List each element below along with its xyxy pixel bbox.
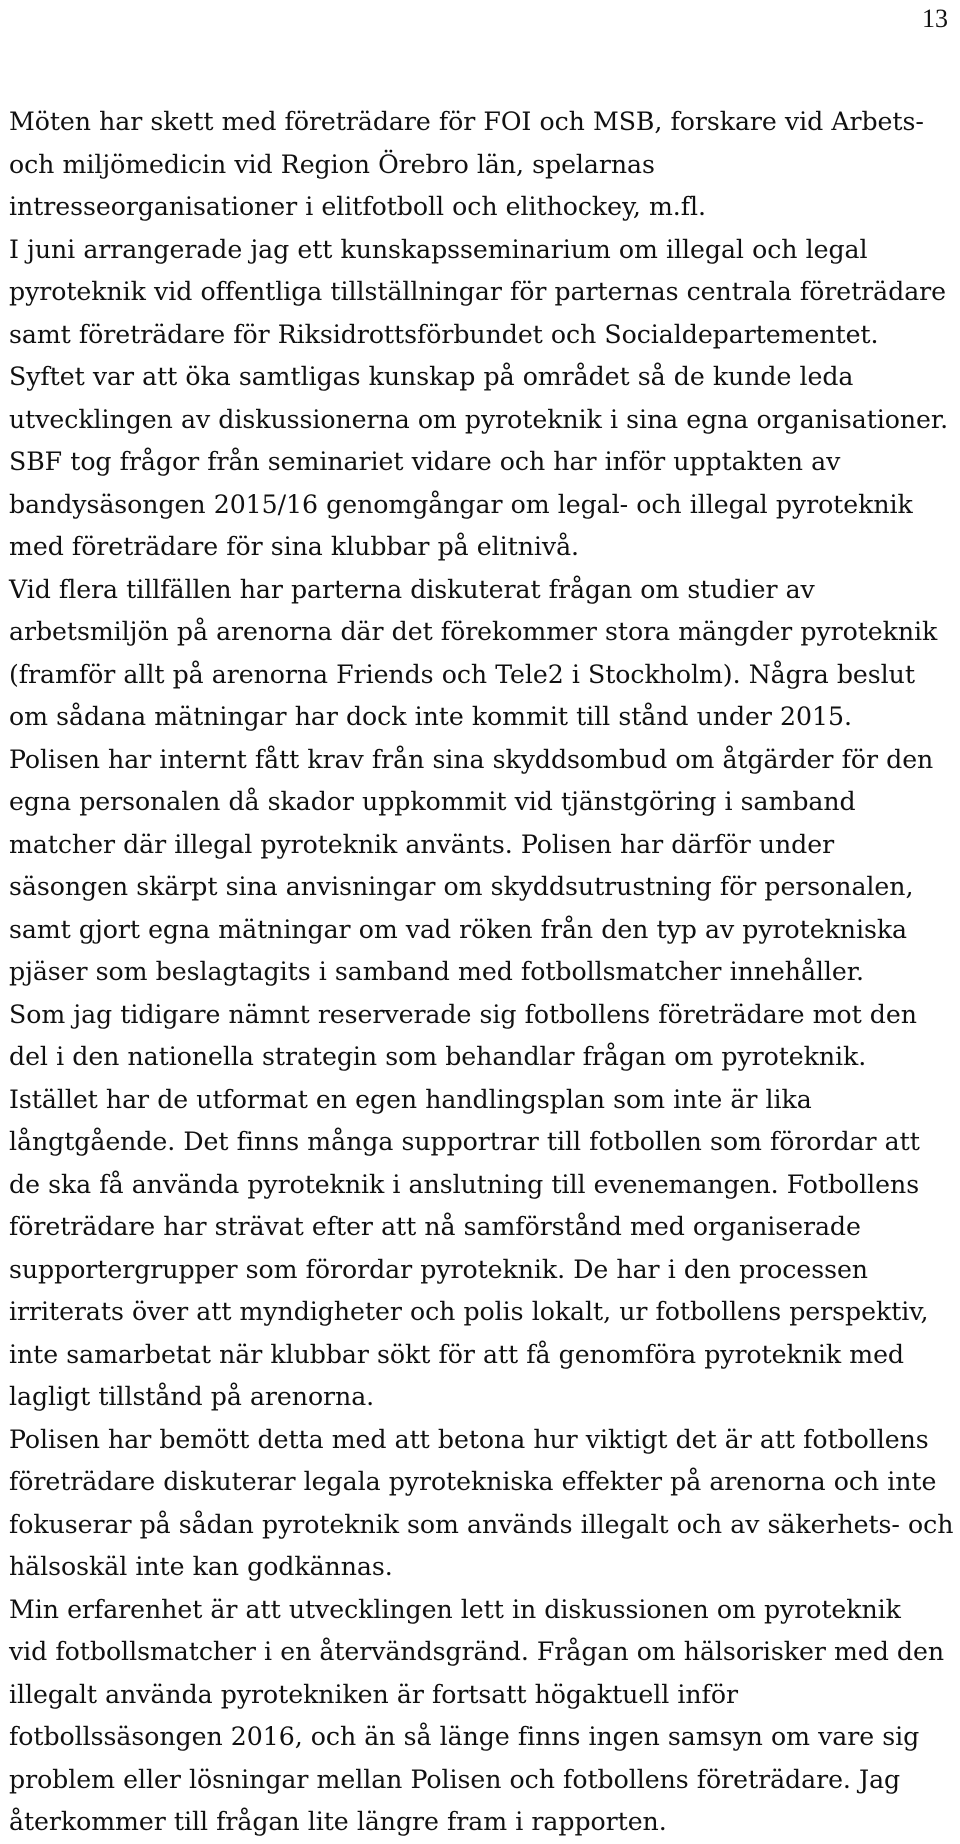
- text-line: utvecklingen av diskussionerna om pyroteknik i sina egna organisationer.: [9, 404, 949, 434]
- text-line: företrädare diskuterar legala pyrotekniska effekter på arenorna och inte: [9, 1467, 937, 1496]
- text-line: Min erfarenhet är att utvecklingen lett in diskussionen om pyroteknik: [9, 1594, 901, 1624]
- text-line: om sådana mätningar har dock inte kommit till stånd under 2015.: [9, 702, 852, 731]
- text-line: Vid flera tillfällen har parterna diskuterat frågan om studier av: [9, 574, 815, 604]
- text-line: och miljömedicin vid Region Örebro län, spelarnas: [9, 149, 655, 179]
- text-line: Som jag tidigare nämnt reserverade sig fotbollens företrädare mot den: [9, 999, 917, 1029]
- text-line: Syftet var att öka samtligas kunskap på området så de kunde leda: [9, 362, 854, 391]
- text-line: hälsoskäl inte kan godkännas.: [9, 1552, 393, 1581]
- text-line: I juni arrangerade jag ett kunskapsseminarium om illegal och legal: [9, 234, 868, 264]
- paragraph-police-response: [9, 1419, 955, 1589]
- paragraph-conclusion: [9, 1589, 955, 1844]
- paragraph-seminar: [9, 229, 955, 442]
- text-line: säsongen skärpt sina anvisningar om skyddsutrustning för personalen,: [9, 872, 914, 901]
- text-line: Polisen har internt fått krav från sina skyddsombud om åtgärder för den: [9, 744, 934, 774]
- text-line: Möten har skett med företrädare för FOI och MSB, forskare vid Arbets-: [9, 107, 924, 136]
- text-line: vid fotbollsmatcher i en återvändsgränd. Frågan om hälsorisker med den: [9, 1637, 945, 1666]
- text-line: företrädare har strävat efter att nå samförstånd med organiserade: [9, 1212, 861, 1241]
- text-line: pjäser som beslagtagits i samband med fotbollsmatcher innehåller.: [9, 957, 864, 986]
- paragraph-sbf: [9, 441, 955, 569]
- text-line: (framför allt på arenorna Friends och Tele2 i Stockholm). Några beslut: [9, 659, 915, 689]
- text-line: de ska få använda pyroteknik i anslutning till evenemangen. Fotbollens: [9, 1169, 920, 1199]
- text-line: Istället har de utformat en egen handlingsplan som inte är lika: [9, 1084, 812, 1114]
- paragraph-meetings: [9, 101, 955, 229]
- text-line: pyroteknik vid offentliga tillställningar för parternas centrala företrädare: [9, 277, 947, 306]
- paragraph-football-representatives: [9, 994, 955, 1419]
- text-line: återkommer till frågan lite längre fram i rapporten.: [9, 1807, 667, 1836]
- text-line: intresseorganisationer i elitfotboll och elithockey, m.fl.: [9, 192, 706, 221]
- paragraph-police-safety: [9, 739, 955, 994]
- text-line: egna personalen då skador uppkommit vid tjänstgöring i samband: [9, 787, 856, 816]
- text-line: samt företrädare för Riksidrottsförbundet och Socialdepartementet.: [9, 319, 879, 349]
- text-line: problem eller lösningar mellan Polisen och fotbollens företrädare. Jag: [9, 1764, 901, 1794]
- text-line: del i den nationella strategin som behandlar frågan om pyroteknik.: [9, 1042, 867, 1071]
- text-line: illegalt använda pyrotekniken är fortsatt högaktuell inför: [9, 1679, 738, 1709]
- text-line: matcher där illegal pyroteknik använts. Polisen har därför under: [9, 829, 835, 859]
- text-line: arbetsmiljön på arenorna där det förekommer stora mängder pyroteknik: [9, 617, 938, 646]
- text-line: samt gjort egna mätningar om vad röken från den typ av pyrotekniska: [9, 914, 908, 944]
- text-line: bandysäsongen 2015/16 genomgångar om legal- och illegal pyroteknik: [9, 489, 913, 519]
- page-number: 13: [922, 4, 948, 33]
- text-line: fotbollssäsongen 2016, och än så länge finns ingen samsyn om vare sig: [9, 1722, 920, 1751]
- text-line: Polisen har bemött detta med att betona hur viktigt det är att fotbollens: [9, 1424, 929, 1454]
- text-line: irriterats över att myndigheter och polis lokalt, ur fotbollens perspektiv,: [9, 1297, 929, 1326]
- text-line: inte samarbetat när klubbar sökt för att få genomföra pyroteknik med: [9, 1339, 905, 1369]
- text-line: SBF tog frågor från seminariet vidare och har inför upptakten av: [9, 447, 841, 476]
- text-line: fokuserar på sådan pyroteknik som används illegalt och av säkerhets- och: [9, 1509, 954, 1539]
- document-body: [9, 101, 955, 1844]
- paragraph-studies: [9, 569, 955, 739]
- text-line: med företrädare för sina klubbar på elitnivå.: [9, 532, 579, 561]
- text-line: långtgående. Det finns många supportrar till fotbollen som förordar att: [9, 1127, 920, 1156]
- text-line: lagligt tillstånd på arenorna.: [9, 1382, 375, 1411]
- text-line: supportergrupper som förordar pyroteknik. De har i den processen: [9, 1254, 868, 1284]
